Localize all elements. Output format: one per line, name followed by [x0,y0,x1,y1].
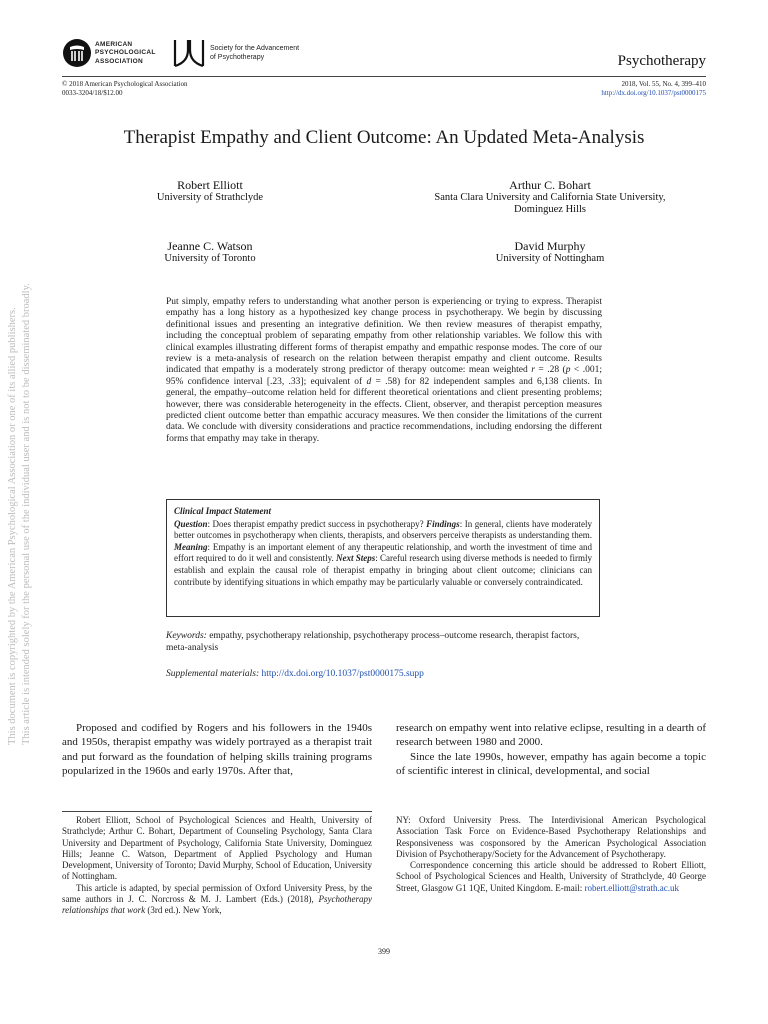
doi-link[interactable]: http://dx.doi.org/10.1037/pst0000175 [601,88,706,97]
article-title: Therapist Empathy and Client Outcome: An Updated Meta-Analysis [123,127,645,148]
abstract: Put simply, empathy refers to understanding what another person is experiencing or trying to express. Therapist empathy has a long history as a hypothesized key change process in psychotherapy. We begin by discussing definitional issues and presenting an integrative definition. We then review measures of therapist empathy, including the conceptual problem of separating empathy from other relationship variables. We follow this with clinical examples illustrating different forms of therapist empathy and empathic response modes. The core of our review is a meta-analysis of research on the relation between therapist empathy and client outcome. Results indicated that empathy is a moderately strong predictor of therapy outcome: mean weighted r = .28 (p < .001; 95% confidence interval [.23, .33]; equivalent of d = .58) for 82 independent samples and 6,138 clients. In general, the empathy–outcome relation held for different theoretical orientations and client presenting problems; however, there was considerable heterogeneity in the effects. Client, observer, and therapist perception measures predicted client outcome better than empathic accuracy measures. We then consider the limitations of the current data. We conclude with diversity considerations and practice recommendations, including endorsing the different forms that empathy may take in therapy. [166,297,603,444]
copyright-info [62,80,187,97]
apa-emblem-icon [62,38,92,68]
author-email-link[interactable]: robert.elliott@strath.ac.uk [584,882,679,893]
copyright-sidebar [6,225,34,745]
body-column-left [62,721,372,779]
author-murphy [450,240,650,265]
author-affiliation: University of Strathclyde [156,192,264,203]
keywords-label: Keywords: [166,631,207,641]
adaptation-note: This article is adapted, by special permission of Oxford University Press, by the same authors in J. C. Norcross & M. J. Lambert (Eds.) (2018), Psychotherapy relationships that work (3rd ed.). New York, [62,882,372,916]
apa-logo-text: AMERICAN PSYCHOLOGICAL ASSOCIATION [95,41,156,65]
correspondence-note: Correspondence concerning this article should be addressed to Robert Elliott, School of Psychological Sciences and Health, University of Strathclyde, 40 George Street, Glasgow G1 1QE, United Kingdom. E-mail: robert.elliott@strath.ac.uk [396,860,706,893]
author-affiliation-cont: Dominguez Hills [513,204,587,215]
body-paragraph: Since the late 1990s, however, empathy has again become a topic of scientific interest in clinical, developmental, and social [396,750,706,778]
author-affiliation: University of Nottingham [495,253,605,264]
society-logo-text: Society for the Advancement of Psychotherapy [210,45,300,61]
keywords-list: empathy, psychotherapy relationship, psychotherapy process–outcome research, therapist factors, meta-analysis [166,631,580,653]
adaptation-note-cont: NY: Oxford University Press. The Interdivisional American Psychological Association Task Force on Evidence-Based Psychotherapy Relationships and Responsiveness was cosponsored by the American Psychological Association Division of Psychotherapy/Society for the Advancement of Psychotherapy. [396,815,706,859]
apa-logo [62,38,172,70]
clinical-impact-box [166,499,600,617]
author-name: David Murphy [514,239,586,253]
author-elliott [120,179,300,204]
author-name: Jeanne C. Watson [167,239,253,253]
supplemental-link[interactable]: http://dx.doi.org/10.1037/pst0000175.supp [261,669,424,679]
author-name: Robert Elliott [177,178,243,192]
copyright-line: © 2018 American Psychological Association [62,80,188,88]
clinical-impact-heading: Clinical Impact Statement [174,506,272,516]
author-name: Arthur C. Bohart [509,178,591,192]
footnote-left [62,815,372,917]
footnote-right [396,815,706,894]
clinical-impact-body: Question: Does therapist empathy predict success in psychotherapy? Findings: In general, clients have moderately better outcomes in psychotherapy when clients, therapists, and observers perceive therapists as understanding them. Meaning: Empathy is an important element of any therapeutic relationship, and worth the investment of time and effort required to do it well and consistently. Next Steps: Careful research using diverse methods is needed to firmly establish and explain the causal role of therapist empathy in bringing about client outcome; clinicians can contribute by identifying situations in which empathy may be particularly valuable or conversely contraindicated. [174,518,593,587]
author-affiliation: Santa Clara University and California State University, [434,192,666,203]
supplemental-label: Supplemental materials: [166,669,260,679]
page-number: 399 [378,947,390,956]
journal-name: Psychotherapy [617,53,706,69]
body-paragraph: research on empathy went into relative eclipse, resulting in a dearth of research between 1980 and 2000. [396,722,706,749]
footnote-rule [62,811,372,812]
issn-line: 0033-3204/18/$12.00 [62,88,123,97]
body-paragraph: Proposed and codified by Rogers and his followers in the 1940s and 1950s, therapist empathy was widely portrayed as a therapist trait and put forward as the foundation of helping skills training programs popularized in the 1960s and early 1970s. After that, [62,722,372,778]
keywords [166,631,602,654]
author-watson [120,240,300,265]
volume-info [601,80,706,97]
volume-line: 2018, Vol. 55, No. 4, 399–410 [621,80,706,88]
body-column-right [396,721,706,779]
society-emblem-icon [172,38,206,68]
author-bohart [400,179,700,216]
sidebar-line: This article is intended solely for the personal use of the individual user and is not to be disseminated broadly. [21,283,32,745]
society-logo [172,38,372,70]
author-affiliation: University of Toronto [164,253,256,264]
supplemental-materials [166,669,602,679]
header-rule [62,76,706,77]
author-note: Robert Elliott, School of Psychological Sciences and Health, University of Strathclyde; Arthur C. Bohart, Department of Counseling Psychology, Santa Clara University and Department of Psychology, California State University, Dominguez Hills; Jeanne C. Watson, Department of Applied Psychology and Human Development, University of Toronto; David Murphy, School of Education, University of Nottingham. [62,815,372,882]
sidebar-line: This document is copyrighted by the American Psychological Association or one of its allied publishers. [7,307,18,745]
